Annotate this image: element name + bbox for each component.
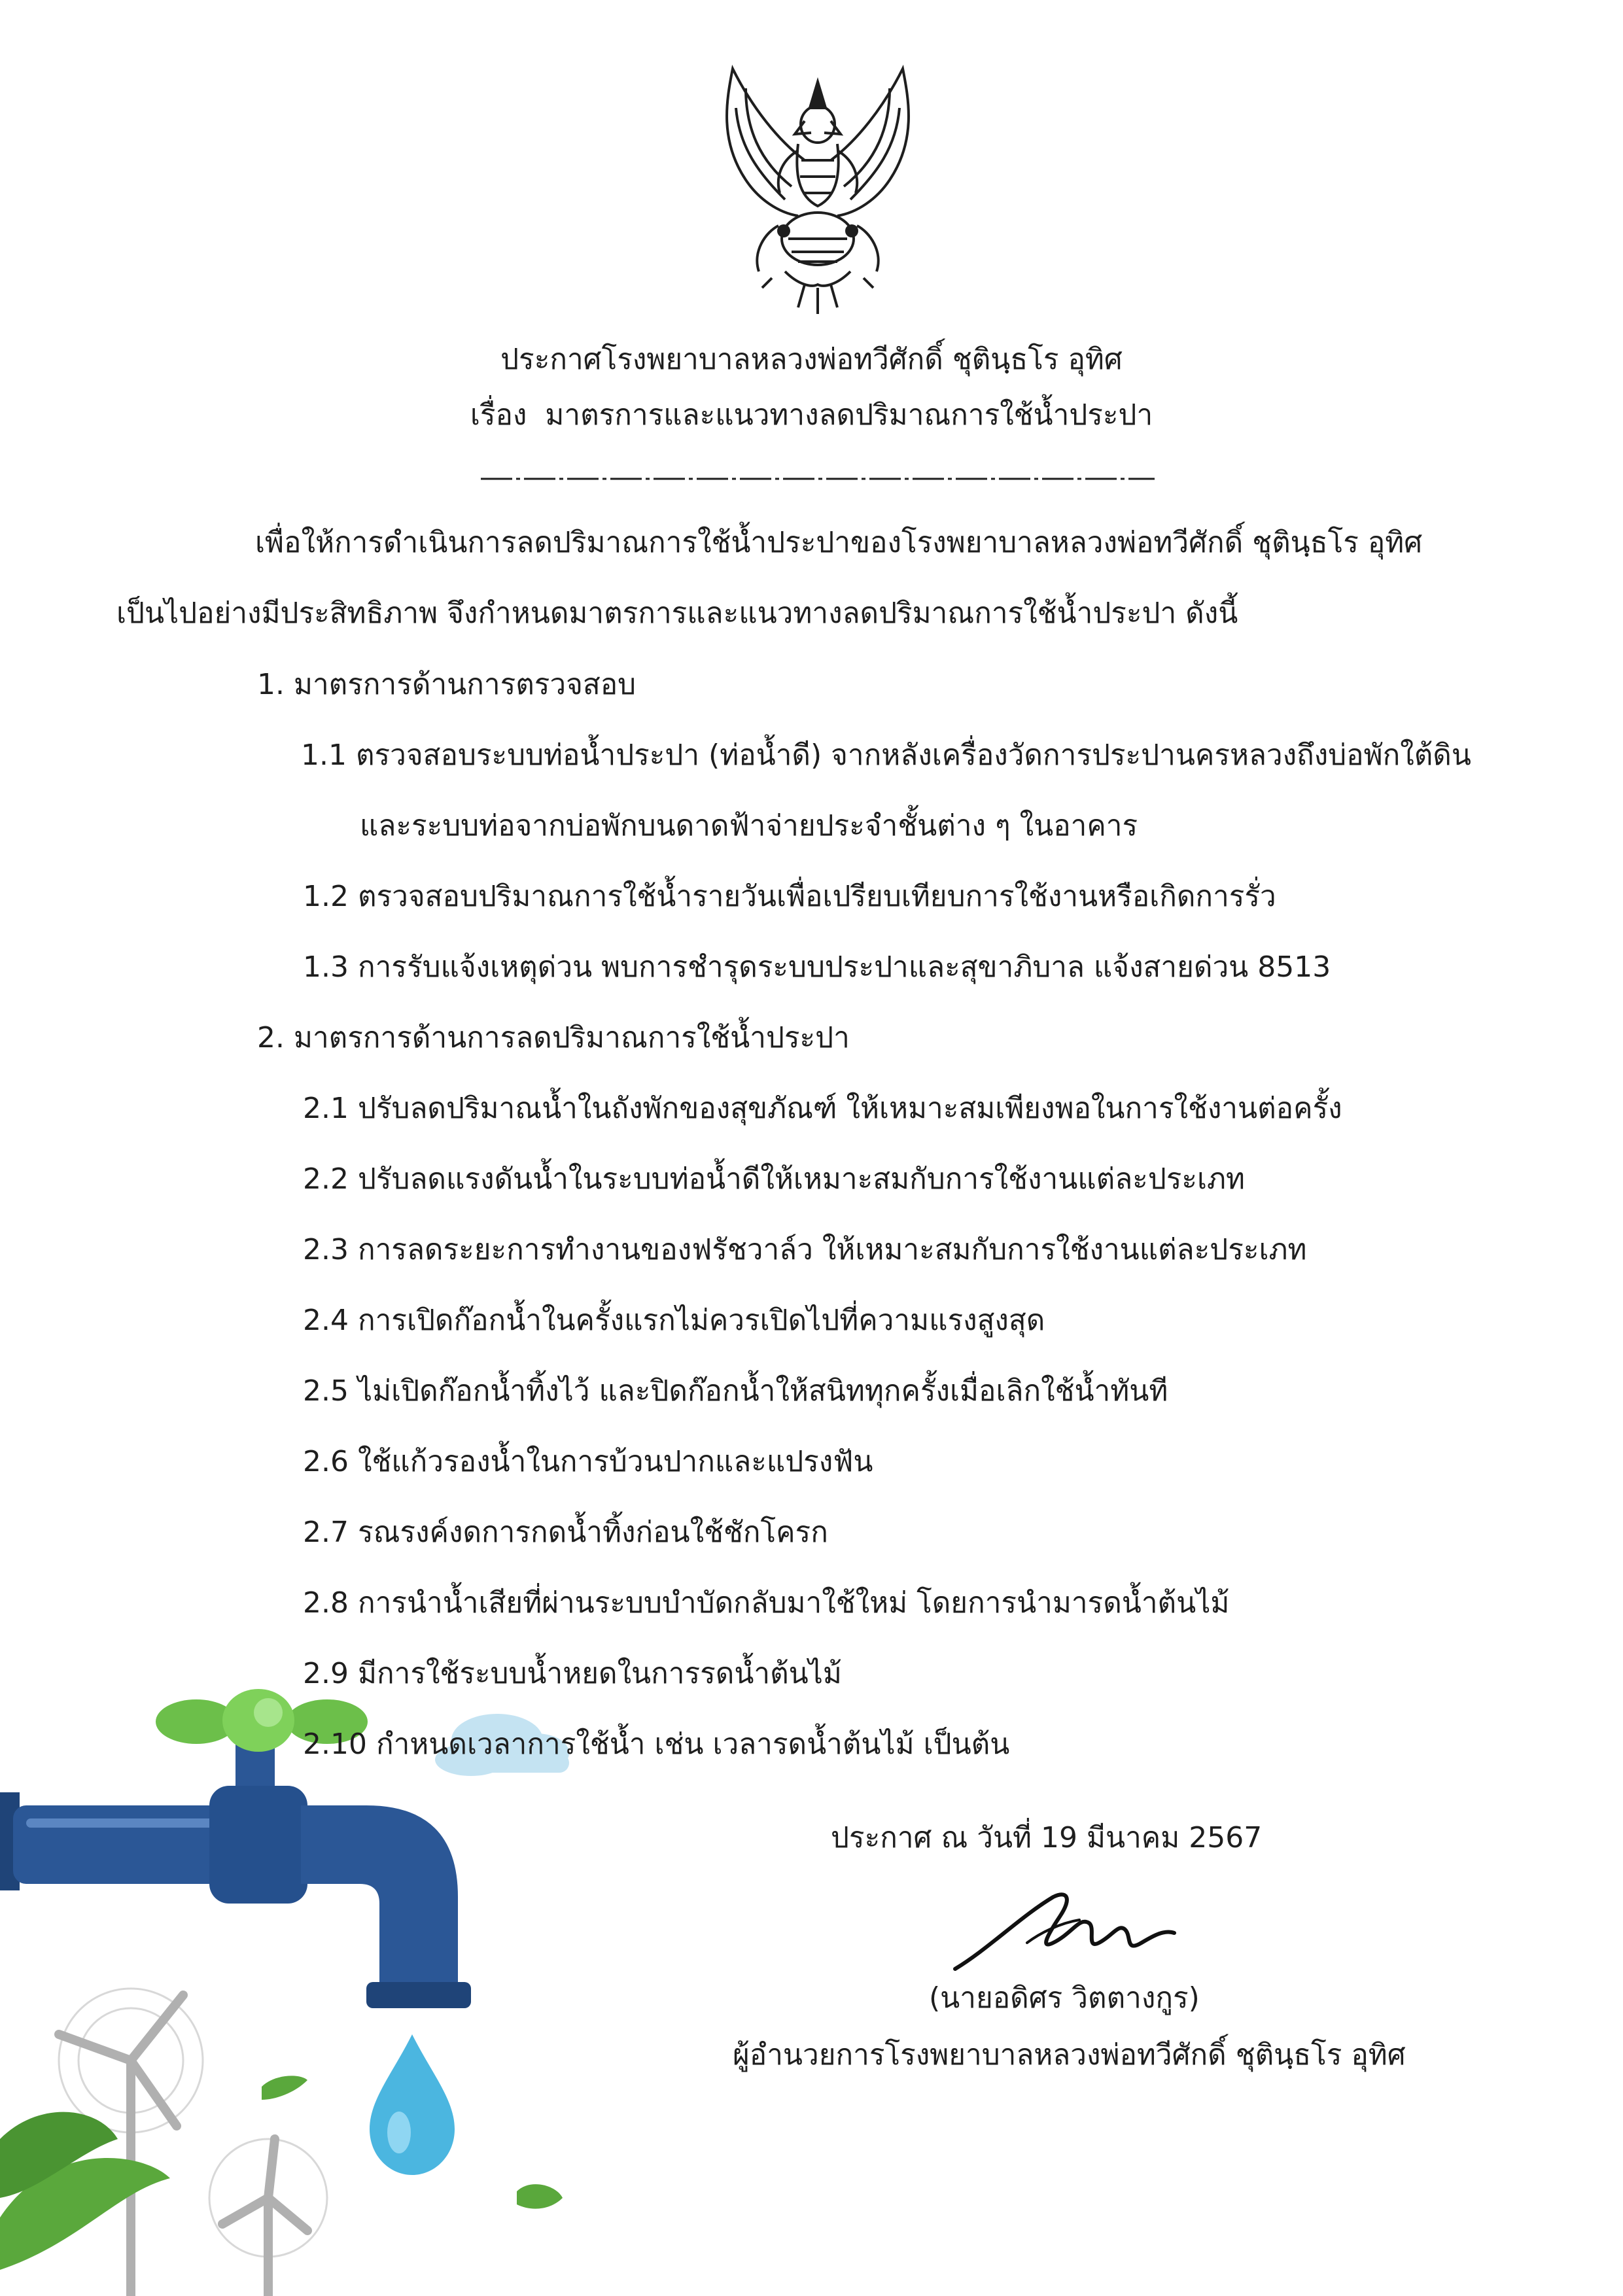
section-1-item-continuation: และระบบท่อจากบ่อพักบนดาดฟ้าจ่ายประจำชั้นต่าง ๆ ในอาคาร <box>360 809 1138 843</box>
intro-line-2: เป็นไปอย่างมีประสิทธิภาพ จึงกำหนดมาตรการและแนวทางลดปริมาณการใช้น้ำประปา ดังนี้ <box>116 597 1238 630</box>
section-2-item: 2.7 รณรงค์งดการกดน้ำทิ้งก่อนใช้ชักโครก <box>303 1516 828 1549</box>
section-2-heading: 2. มาตรการด้านการลดปริมาณการใช้น้ำประปา <box>257 1021 850 1054</box>
title-divider <box>481 476 1155 482</box>
section-2-item: 2.5 ไม่เปิดก๊อกน้ำทิ้งไว้ และปิดก๊อกน้ำให้สนิททุกครั้งเมื่อเลิกใช้น้ำทันที <box>303 1374 1168 1408</box>
intro-line-1: เพื่อให้การดำเนินการลดปริมาณการใช้น้ำประปาของโรงพยาบาลหลวงพ่อทวีศักดิ์ ชุตินฺธโร อุทิศ <box>255 526 1423 559</box>
garuda-emblem-icon <box>707 62 929 317</box>
section-1-heading: 1. มาตรการด้านการตรวจสอบ <box>257 668 637 701</box>
section-2-item: 2.2 ปรับลดแรงดันน้ำในระบบท่อน้ำดีให้เหมาะสมกับการใช้งานแต่ละประเภท <box>303 1162 1246 1196</box>
section-1-item: 1.1 ตรวจสอบระบบท่อน้ำประปา (ท่อน้ำดี) จากหลังเครื่องวัดการประปานครหลวงถึงบ่อพักใต้ดิน <box>301 739 1471 772</box>
announcement-date: ประกาศ ณ วันที่ 19 มีนาคม 2567 <box>831 1821 1263 1854</box>
section-2-item: 2.4 การเปิดก๊อกน้ำในครั้งแรกไม่ควรเปิดไปที่ความแรงสูงสุด <box>303 1304 1045 1337</box>
section-2-item: 2.10 กำหนดเวลาการใช้น้ำ เช่น เวลารดน้ำต้นไม้ เป็นต้น <box>303 1728 1010 1761</box>
section-2-item: 2.1 ปรับลดปริมาณน้ำในถังพักของสุขภัณฑ์ ให้เหมาะสมเพียงพอในการใช้งานต่อครั้ง <box>303 1092 1342 1125</box>
announcement-title: ประกาศโรงพยาบาลหลวงพ่อทวีศักดิ์ ชุตินฺธโร อุทิศ <box>500 343 1123 376</box>
section-2-item: 2.8 การนำน้ำเสียที่ผ่านระบบบำบัดกลับมาใช้ใหม่ โดยการนำมารดน้ำต้นไม้ <box>303 1586 1230 1620</box>
section-2-item: 2.9 มีการใช้ระบบน้ำหยดในการรดน้ำต้นไม้ <box>303 1657 842 1690</box>
section-2-item: 2.6 ใช้แก้วรองน้ำในการบ้วนปากและแปรงฟัน <box>303 1445 873 1478</box>
subject-line <box>0 396 1623 435</box>
signer-name: (นายอดิศร วิตตางกูร) <box>929 1981 1200 2015</box>
signer-title: ผู้อำนวยการโรงพยาบาลหลวงพ่อทวีศักดิ์ ชุตินฺธโร อุทิศ <box>733 2038 1406 2072</box>
section-1-item: 1.3 การรับแจ้งเหตุด่วน พบการชำรุดระบบประปาและสุขาภิบาล แจ้งสายด่วน 8513 <box>303 950 1331 984</box>
water-faucet-illustration <box>0 1681 576 2296</box>
section-1-item: 1.2 ตรวจสอบปริมาณการใช้น้ำรายวันเพื่อเปรียบเทียบการใช้งานหรือเกิดการรั่ว <box>303 880 1276 913</box>
subject-text: มาตรการและแนวทางลดปริมาณการใช้น้ำประปา <box>545 398 1153 432</box>
subject-label: เรื่อง <box>470 398 527 432</box>
section-2-item: 2.3 การลดระยะการทำงานของฟรัชวาล์ว ให้เหมาะสมกับการใช้งานแต่ละประเภท <box>303 1233 1307 1266</box>
signature-image <box>949 1871 1184 1982</box>
